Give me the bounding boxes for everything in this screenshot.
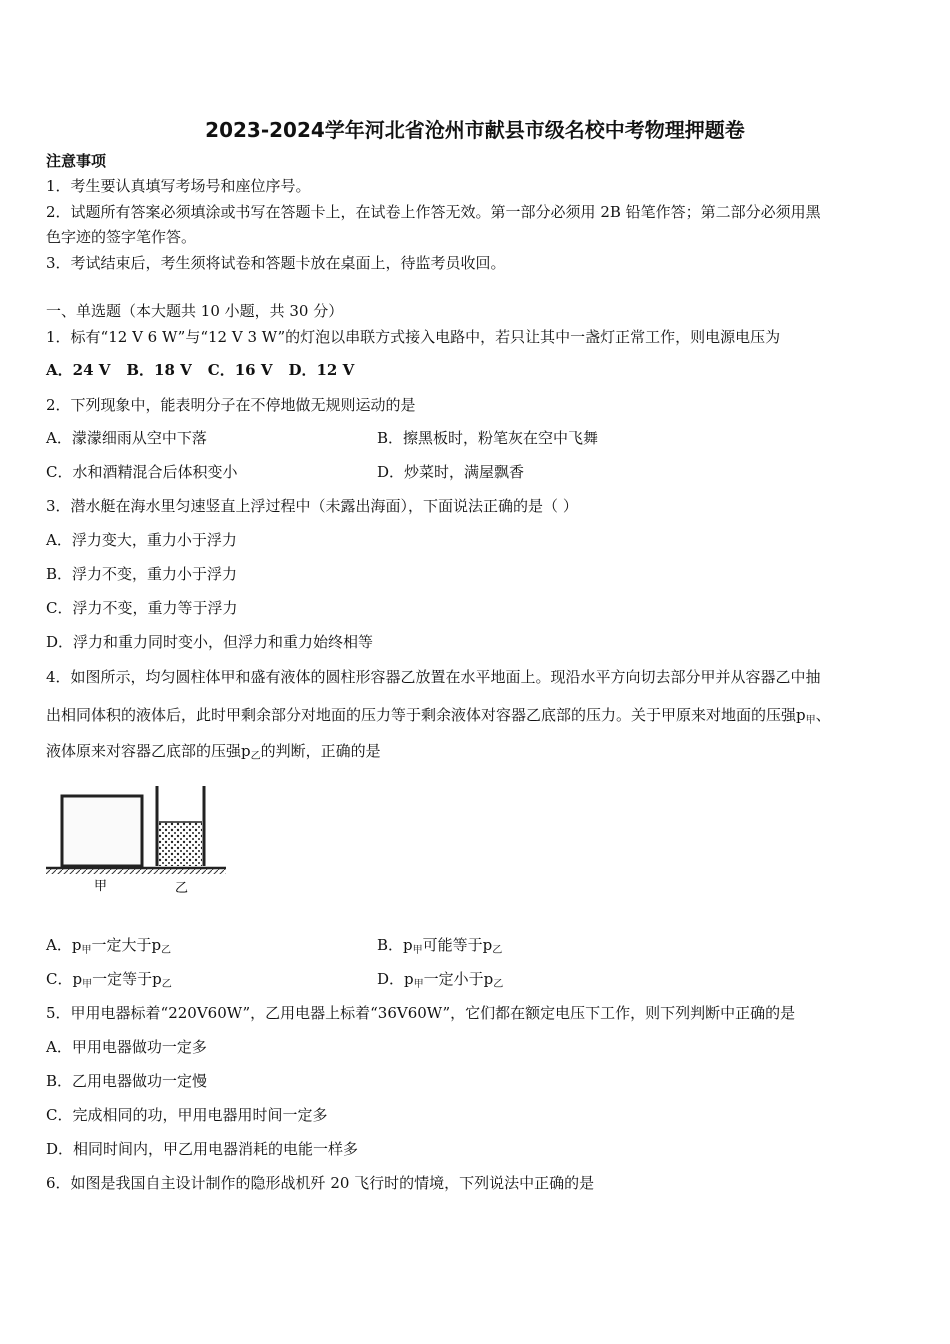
option-b[interactable]: B．18 V (126, 361, 192, 379)
question-4-stem: 4．如图所示，均匀圆柱体甲和盛有液体的圆柱形容器乙放置在水平地面上。现沿水平方向切去部分甲并从容器乙中抽 (46, 668, 821, 686)
option-d[interactable]: D．浮力和重力同时变小，但浮力和重力始终相等 (46, 633, 374, 651)
question-1-stem: 1．标有“12 V 6 W”与“12 V 3 W”的灯泡以串联方式接入电路中，若只让其中一盏灯正常工作，则电源电压为 (46, 328, 781, 346)
option-a[interactable]: A．$p_甲$一定大于$p_乙$ (46, 936, 172, 956)
label-yi: 乙 (175, 881, 189, 896)
option-c[interactable]: C．浮力不变，重力等于浮力 (46, 599, 238, 617)
question-1-options (46, 360, 370, 380)
option-d[interactable]: D．相同时间内，甲乙用电器消耗的电能一样多 (46, 1140, 359, 1158)
option-b[interactable]: B．乙用电器做功一定慢 (46, 1072, 208, 1090)
label-jia: 甲 (94, 879, 108, 894)
option-b[interactable]: B．浮力不变，重力小于浮力 (46, 565, 238, 583)
ground-hatch (46, 869, 226, 874)
section-heading: 一、单选题（本大题共 10 小题，共 30 分） (46, 302, 344, 320)
notice-item: 1．考生要认真填写考场号和座位序号。 (46, 177, 311, 195)
option-c[interactable]: C．16 V (207, 361, 273, 379)
option-c[interactable]: C．水和酒精混合后体积变小 (46, 463, 238, 481)
liquid (159, 822, 202, 866)
notice-item: 2．试题所有答案必须填涂或书写在答题卡上，在试卷上作答无效。第一部分必须用 2B 铅笔作答；第二部分必须用黑 (46, 203, 821, 221)
notice-item: 色字迹的签字笔作答。 (46, 228, 197, 246)
option-d[interactable]: D．12 V (288, 361, 355, 379)
option-a[interactable]: A．浮力变大，重力小于浮力 (46, 531, 237, 549)
question-4-stem: 液体原来对容器乙底部的压强$p_乙$的判断，正确的是 (46, 742, 381, 762)
question-4-stem: 出相同体积的液体后，此时甲剩余部分对地面的压力等于剩余液体对容器乙底部的压力。关于甲原来对地面的压强$p_甲$、 (46, 706, 831, 726)
option-a[interactable]: A．濛濛细雨从空中下落 (46, 429, 207, 447)
option-d[interactable]: D．$p_甲$一定小于$p_乙$ (377, 970, 504, 990)
notice-heading: 注意事项 (46, 152, 107, 170)
page-title: 2023-2024学年河北省沧州市献县市级名校中考物理押题卷 (205, 118, 745, 142)
question-6-stem: 6．如图是我国自主设计制作的隐形战机歼 20 飞行时的情境，下列说法中正确的是 (46, 1174, 595, 1192)
option-a[interactable]: A．甲用电器做功一定多 (46, 1038, 207, 1056)
question-5-stem: 5．甲用电器标着“220V60W”，乙用电器上标着“36V60W”，它们都在额定电压下工作，则下列判断中正确的是 (46, 1004, 796, 1022)
cylinder-jia (62, 796, 142, 866)
notice-item: 3．考试结束后，考生须将试卷和答题卡放在桌面上，待监考员收回。 (46, 254, 506, 272)
option-a[interactable]: A．24 V (46, 361, 111, 379)
option-d[interactable]: D．炒菜时，满屋飘香 (377, 463, 525, 481)
question-3-stem: 3．潜水艇在海水里匀速竖直上浮过程中（未露出海面），下面说法正确的是（ ） (46, 497, 578, 515)
question-2-stem: 2．下列现象中，能表明分子在不停地做无规则运动的是 (46, 396, 416, 414)
question-4-figure (44, 780, 234, 900)
option-b[interactable]: B．$p_甲$可能等于$p_乙$ (377, 936, 503, 956)
option-c[interactable]: C．完成相同的功，甲用电器用时间一定多 (46, 1106, 328, 1124)
option-c[interactable]: C．$p_甲$一定等于$p_乙$ (46, 970, 172, 990)
option-b[interactable]: B．擦黑板时，粉笔灰在空中飞舞 (377, 429, 599, 447)
